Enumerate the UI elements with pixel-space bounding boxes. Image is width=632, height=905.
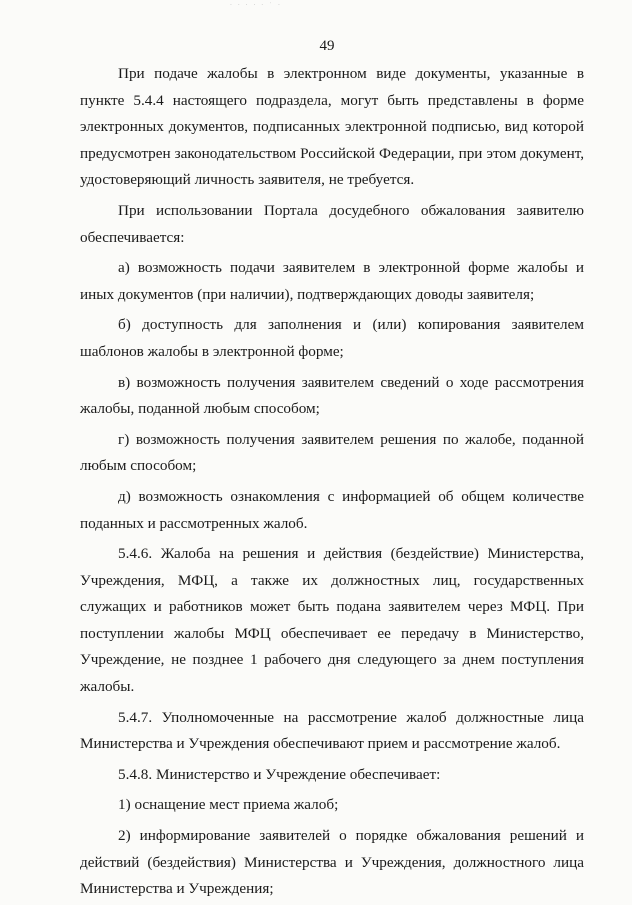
list-item: а) возможность подачи заявителем в электронной форме жалобы и иных документов (при наличии), подтверждающих доводы заявителя; [80, 259, 584, 303]
paragraph: При использовании Портала досудебного обжалования заявителю обеспечивается: [80, 201, 584, 246]
list-item: б) доступность для заполнения и (или) копирования заявителем шаблонов жалобы в электронной форме; [80, 316, 584, 360]
scan-artifact: · · · · · ˙ · [230, 2, 282, 9]
list-item: г) возможность получения заявителем решения по жалобе, поданной любым способом; [80, 430, 584, 475]
list-item: в) возможность получения заявителем сведений о ходе рассмотрения жалобы, поданной любым способом; [80, 373, 584, 418]
paragraph: 5.4.8. Министерство и Учреждение обеспечивает: [118, 765, 441, 783]
page-number: 49 [319, 38, 335, 54]
document-body [80, 61, 584, 903]
list-item: д) возможность ознакомления с информацией об общем количестве поданных и рассмотренных жалоб. [80, 487, 584, 532]
paragraph: При подаче жалобы в электронном виде документы, указанные в пункте 5.4.4 настоящего подраздела, могут быть представлены в форме электронных документов, подписанных электронной подписью, вид которой предусмотрен законодательством Российской Федерации, при этом документ, удостоверяющий личность заявителя, не требуется. [80, 65, 584, 189]
list-item: 1) оснащение мест приема жалоб; [118, 796, 339, 814]
list-item: 2) информирование заявителей о порядке обжалования решений и действий (бездействия) Министерства и Учреждения, должностного лица Министерства и Учреждения; [80, 827, 584, 898]
paragraph: 5.4.7. Уполномоченные на рассмотрение жалоб должностные лица Министерства и Учреждения обеспечивают прием и рассмотрение жалоб. [80, 708, 584, 753]
paragraph: 5.4.6. Жалоба на решения и действия (бездействие) Министерства, Учреждения, МФЦ, а также их должностных лиц, государственных служащих и работников может быть подана заявителем через МФЦ. При поступлении жалобы МФЦ обеспечивает ее передачу в Министерство, Учреждение, не позднее 1 рабочего дня следующего за днем поступления жалобы. [80, 545, 584, 696]
